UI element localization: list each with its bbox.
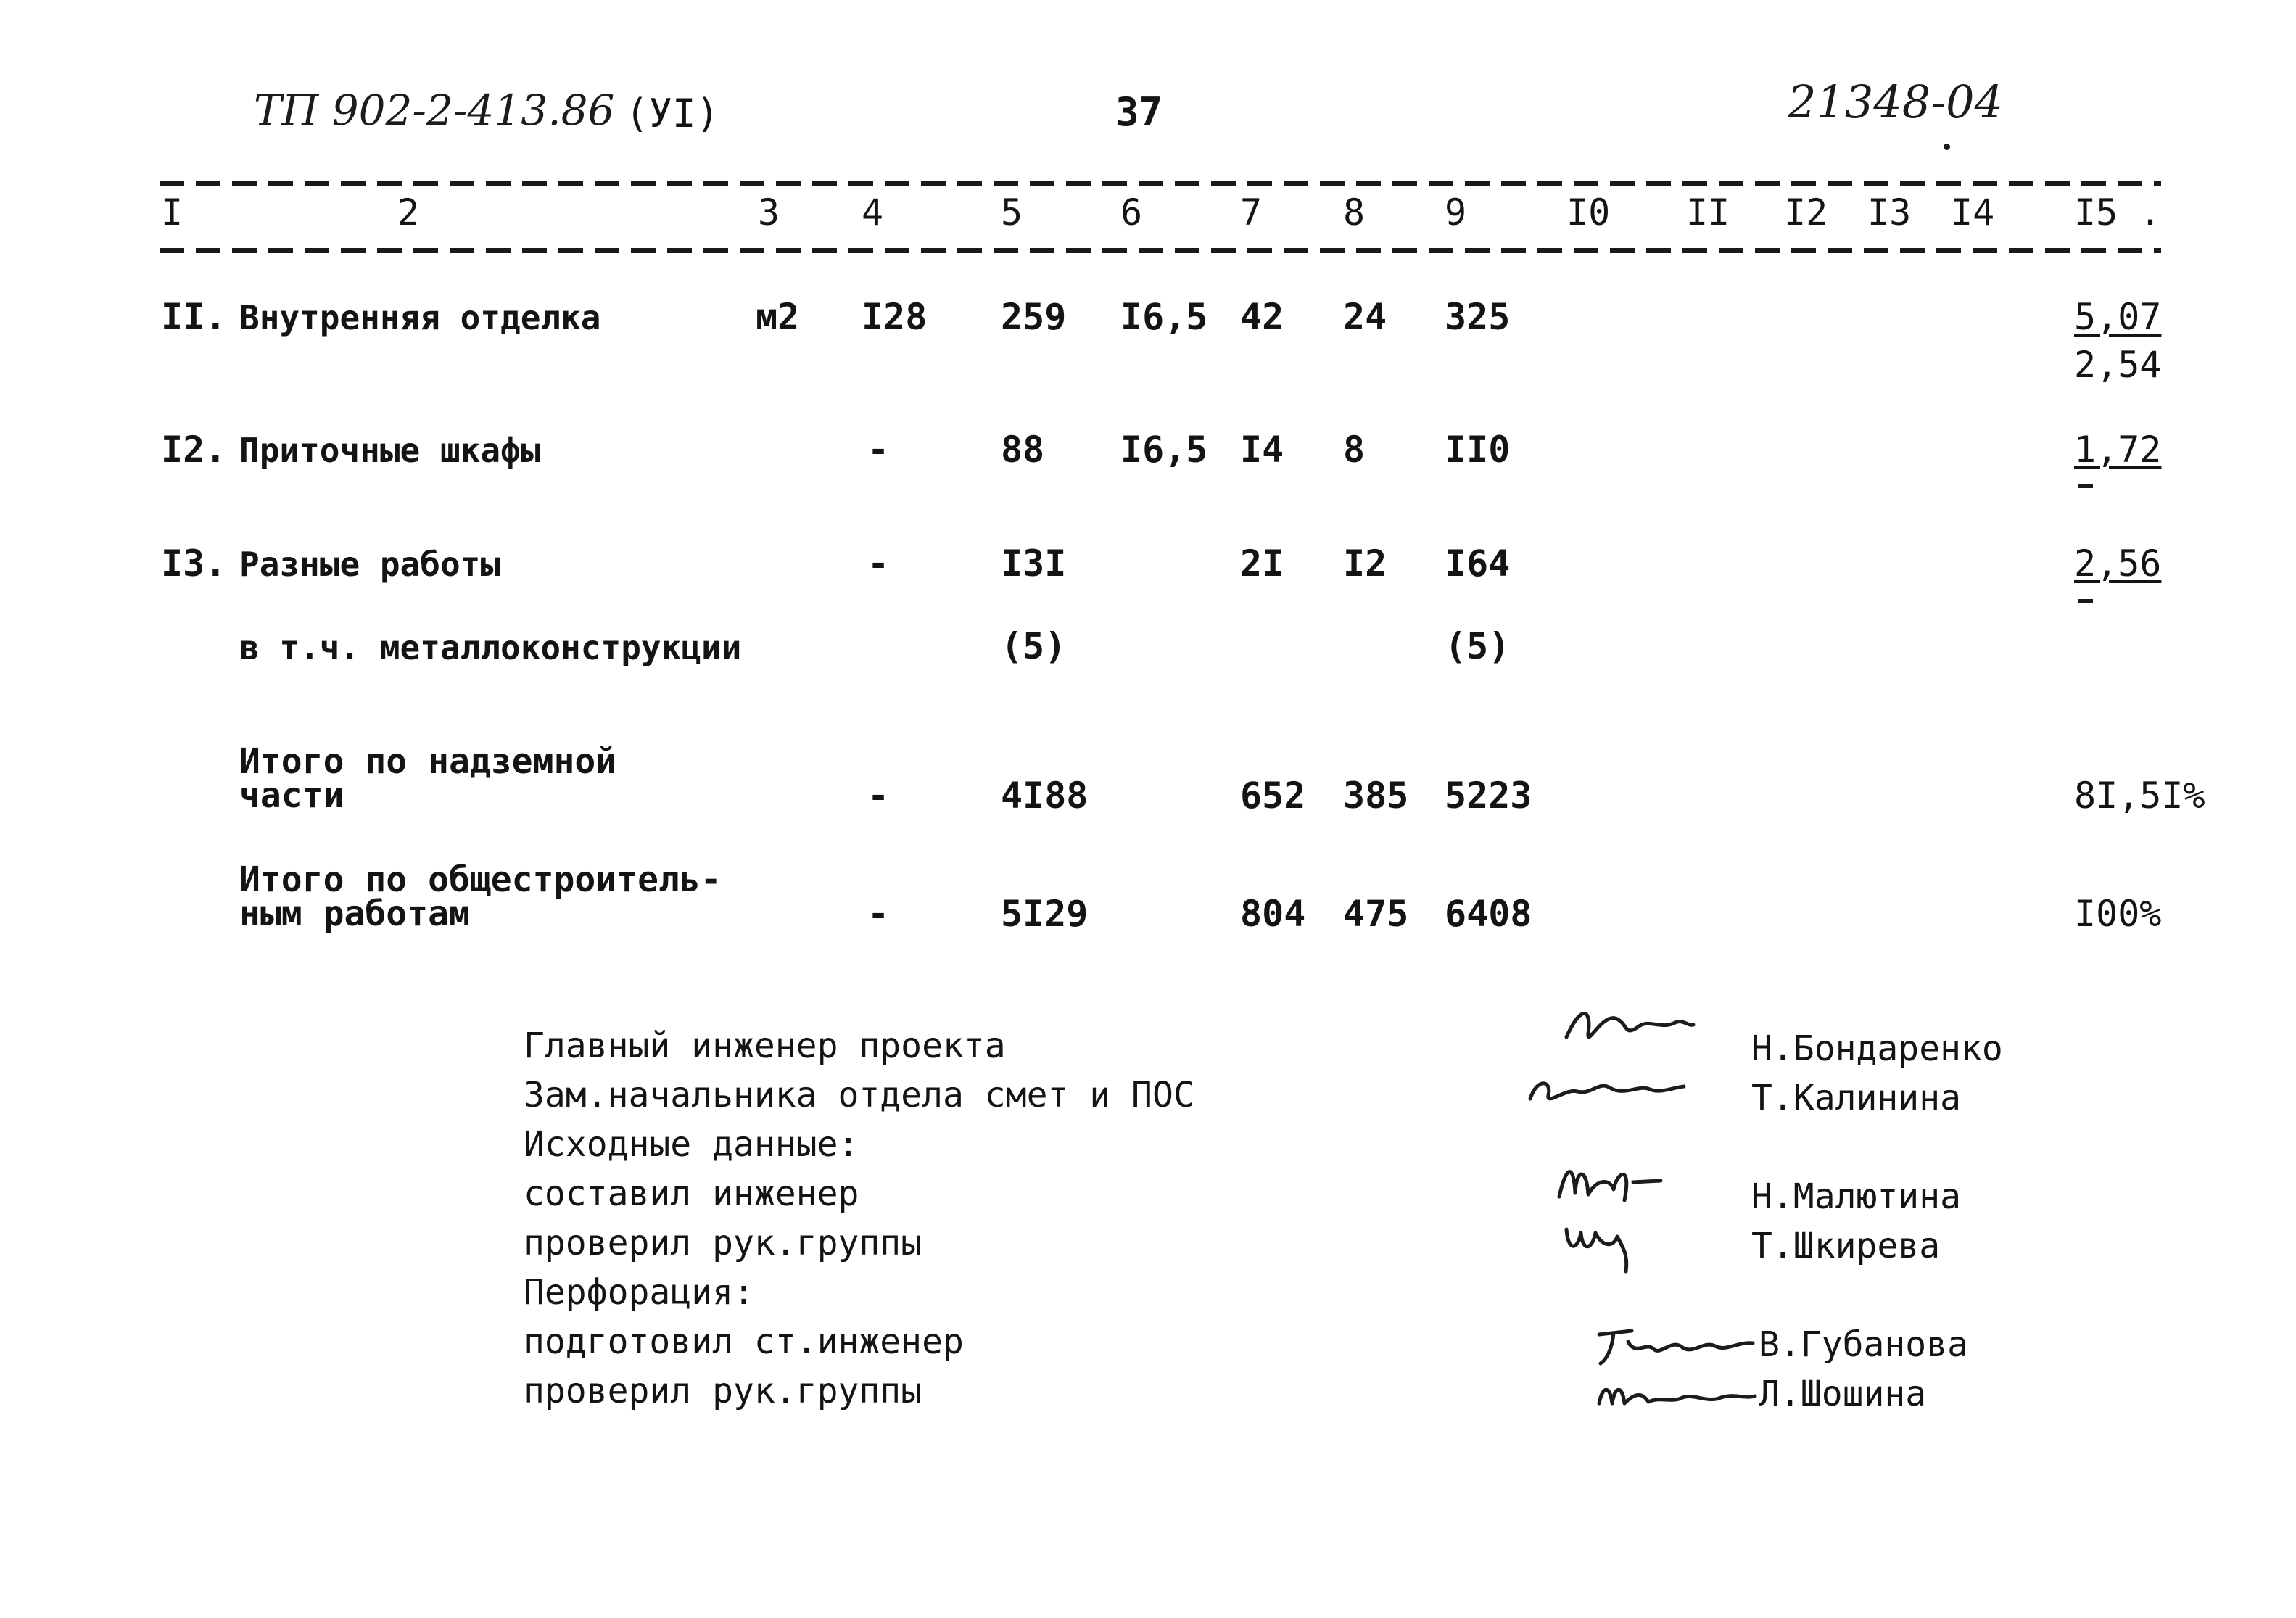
- cell-col7: 42: [1240, 296, 1284, 338]
- cell-col7: 652: [1240, 775, 1306, 817]
- cell-col8: 385: [1343, 775, 1409, 817]
- col-header-14: I4: [1951, 191, 1995, 234]
- cell-col8: 475: [1343, 893, 1409, 935]
- role-chief-engineer: Главный инженер проекта: [524, 1025, 1006, 1066]
- col-header-2: 2: [397, 191, 420, 234]
- col-header-9: 9: [1445, 191, 1467, 234]
- col-header-6: 6: [1120, 191, 1143, 234]
- name-gubanova: В.Губанова: [1759, 1324, 1968, 1365]
- total-label-line1: Итого по общестроитель-: [239, 859, 722, 900]
- role-deputy-head: Зам.начальника отдела смет и ПОС: [524, 1075, 1194, 1115]
- col-header-10: I0: [1566, 191, 1611, 234]
- ink-dot: [1944, 144, 1950, 150]
- cell-col15: I00%: [2074, 893, 2162, 935]
- cell-col8: 8: [1343, 429, 1366, 471]
- col-header-7: 7: [1240, 191, 1263, 234]
- cell-col5: 259: [1001, 296, 1067, 338]
- cell-col5: (5): [1001, 625, 1067, 667]
- total-label-line1: Итого по надземной: [239, 741, 617, 782]
- cell-col4: I28: [862, 296, 928, 338]
- total-label-line2: ным работам: [239, 893, 470, 934]
- cell-col7: 804: [1240, 893, 1306, 935]
- cell-col8: 24: [1343, 296, 1387, 338]
- cell-col9: I64: [1445, 542, 1511, 585]
- col-header-5: 5: [1001, 191, 1023, 234]
- cell-col15-sub: 2,54: [2074, 344, 2162, 386]
- signature-shoshina: [1592, 1374, 1759, 1418]
- section-label: (УI): [625, 91, 720, 136]
- name-kalinina: Т.Калинина: [1751, 1078, 1961, 1118]
- cell-col4: -: [867, 775, 890, 817]
- total-label-line2: части: [239, 775, 344, 816]
- signature-malyutina: [1552, 1157, 1682, 1208]
- signature-kalinina: [1523, 1066, 1690, 1110]
- role-compiled-by: составил инженер: [524, 1173, 859, 1214]
- role-checked-by-2: проверил рук.группы: [524, 1371, 922, 1411]
- cell-col5: I3I: [1001, 542, 1067, 585]
- cell-col6: I6,5: [1120, 429, 1208, 471]
- row-name: Внутренняя отделка: [239, 298, 601, 337]
- row-number: I3.: [161, 542, 227, 585]
- col-header-11: II: [1686, 191, 1730, 234]
- cell-col15: 1,72: [2074, 429, 2162, 471]
- role-prepared-by: подготовил ст.инженер: [524, 1321, 964, 1362]
- cell-col6: I6,5: [1120, 296, 1208, 338]
- col-header-15: I5: [2074, 191, 2118, 234]
- cell-col5: 88: [1001, 429, 1045, 471]
- signature-bondarenko: [1559, 997, 1697, 1055]
- col-header-8: 8: [1343, 191, 1366, 234]
- cell-col9: 6408: [1445, 893, 1532, 935]
- archive-number: 21348-04: [1788, 75, 2004, 128]
- name-malyutina: Н.Малютина: [1751, 1176, 1961, 1217]
- name-bondarenko: Н.Бондаренко: [1751, 1028, 2003, 1069]
- cell-col9: 325: [1445, 296, 1511, 338]
- cell-col15: 2,56: [2074, 542, 2162, 585]
- header-rule-top: [160, 181, 2161, 186]
- col-header-1: I: [161, 191, 183, 234]
- name-shkireva: Т.Шкирева: [1751, 1226, 1941, 1266]
- role-perforation: Перфорация:: [524, 1272, 754, 1313]
- row-name: Приточные шкафы: [239, 431, 541, 470]
- cell-col15: 8I,5I%: [2074, 775, 2205, 817]
- cell-col9: 5223: [1445, 775, 1532, 817]
- cell-col4: -: [867, 542, 890, 585]
- project-code: ТП 902-2-413.86: [254, 86, 615, 135]
- cell-col15: 5,07: [2074, 296, 2162, 338]
- page-number: 37: [1115, 89, 1163, 135]
- cell-col9: II0: [1445, 429, 1511, 471]
- role-source-data: Исходные данные:: [524, 1124, 859, 1165]
- cell-col5: 4I88: [1001, 775, 1089, 817]
- row-unit: м2: [756, 296, 800, 338]
- header-rule-bottom: [160, 248, 2161, 253]
- cell-col9: (5): [1445, 625, 1511, 667]
- col-header-13: I3: [1867, 191, 1912, 234]
- col-header-3: 3: [758, 191, 780, 234]
- cell-col4: -: [867, 429, 890, 471]
- cell-col8: I2: [1343, 542, 1387, 585]
- row-number: II.: [161, 296, 227, 338]
- signature-gubanova: [1592, 1320, 1759, 1371]
- name-shoshina: Л.Шошина: [1759, 1374, 1927, 1414]
- cell-col4: -: [867, 893, 890, 935]
- row-number: I2.: [161, 429, 227, 471]
- role-checked-by: проверил рук.группы: [524, 1223, 922, 1263]
- row-name: в т.ч. металлоконструкции: [239, 628, 742, 667]
- col-header-4: 4: [862, 191, 884, 234]
- signature-shkireva: [1559, 1215, 1661, 1276]
- cell-col7: 2I: [1240, 542, 1284, 585]
- row-name: Разные работы: [239, 545, 501, 584]
- col-header-12: I2: [1784, 191, 1828, 234]
- cell-col7: I4: [1240, 429, 1284, 471]
- cell-col5: 5I29: [1001, 893, 1089, 935]
